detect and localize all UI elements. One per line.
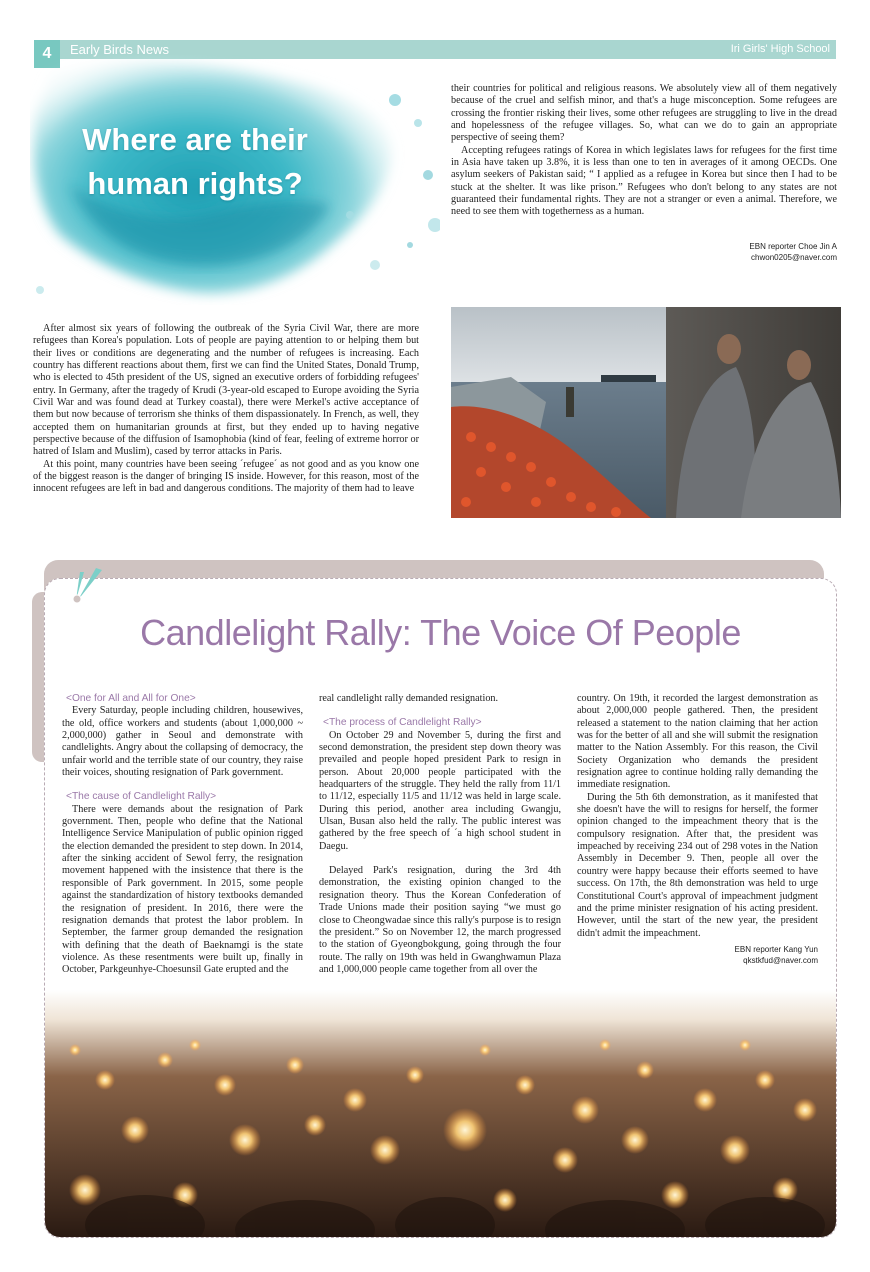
pin-marker-icon (66, 566, 106, 606)
paragraph: their countries for political and religious reasons. We absolutely view all of them negatively because of the cruel and selfish minor, and that's a huge misconception. Some refugees are crossing the frontier risking their lives, some other refugees are struggling to live in the dread and hopelessness of the refugee villages. So, what can we do to gain an appropriate perspective of seeing them? (451, 83, 837, 144)
school-name: Iri Girls' High School (730, 43, 830, 55)
headline-line-1: Where are their (82, 122, 308, 157)
section-heading: <The cause of Candlelight Rally> (66, 791, 217, 803)
rally-column-1 (62, 693, 303, 977)
newspaper-title: Early Birds News (70, 42, 169, 57)
article-column-left (33, 323, 419, 496)
section-heading: <One for All and All for One> (66, 693, 196, 704)
paragraph: Delayed Park's resignation, during the 3rd 4th demonstration, the existing opinion changed to the resignation theory. Thus the Korean Confederation of Trade Unions made their position saying “we must go close to Cheongwadae since this rally's purpose is to resign the president.” So on November 12, the march progressed to the station of Gyeongbokgung, going through the four route. The rally on 19th was held in Gwanghwamun Plaza and 1,000,000 people came together from all over the (319, 865, 561, 975)
paragraph: Accepting refugees ratings of Korea in which legislates laws for refugees for the first time in Asia have taken up 3.8%, it is less than one to ten in averages of it among OECDs. One asylum seekers of Pakistan said; “ I applied as a refugee in Korea but since then I had to be stuck at the shelter. It was like prison.” Refugees who don't belong to any states are not guaranteed their fundamental rights. They are not a stranger or even a animal. Therefore, we need to see them with togetherness as a human. (451, 144, 837, 218)
paragraph: During the 5th 6th demonstration, as it manifested that she doesn't have the will to resigns for herself, the former opinion changed to the impeachment theory that is the compulsory resignation. After that, the president was impeached by receiving 234 out of 298 votes in the Nation Assembly in December 9. Then, people all over the country were happy because their efforts seemed to have success. On 17th, the 8th demonstration was held to urge Constitutional Court's approval of impeachment judgment and the prime minister resignation of his acting president. However, until the start of the new year, the president didn't admit the impeachment. (577, 791, 818, 939)
article-headline (60, 118, 330, 206)
byline (600, 241, 837, 263)
paragraph: At this point, many countries have been seeing ´refugee´ as not good and as you know one of the biggest reason is the danger of bringing IS inside. However, for this reason, most of the innocent refugees are left in bad and dangerous conditions. The majority of them had to leave (33, 458, 419, 495)
reporter-name: EBN reporter Choe Jin A (749, 242, 837, 251)
article-column-top-right (451, 83, 837, 219)
section-heading: <The process of Candlelight Rally> (323, 717, 482, 729)
rally-column-3 (577, 693, 818, 966)
paragraph: On October 29 and November 5, during the first and second demonstration, the president step down theory was prevailed and people hoped president Park to resign in person. About 20,000 people participated with the headquarters of the struggle. They held the rally from 11/1 to 11/12, especially 11/5 and 11/12 was held in large scale. During this period, another area including Gwangju, Ulsan, Busan also held the rally. The public interest was gathered by the free speech of ´a high school student in Daegu. (319, 729, 561, 852)
page-number: 4 (34, 40, 60, 68)
paragraph: real candlelight rally demanded resignation. (319, 693, 499, 704)
reporter-email: qkstkfud@naver.com (743, 955, 818, 965)
candlelight-crowd-photo (45, 990, 836, 1237)
headline-line-2: human rights? (87, 166, 303, 201)
paragraph: There were demands about the resignation of Park government. Then, people who define that the National Intelligence Service Manipulation of public opinion rigged the election demanded the president to step down. In 2014, after the sinking accident of Sewol ferry, the resignation movement happened with the insistence that there is the responsible of Park government. In 2015, some people against the standardization of history textbooks demanded the resignation of president. In 2016, there were the resignation demands that protest the labor problem. In September, the farmer group demanded the resignation with defining that the death of Baeknamgi is the state violence. As these resentments were built up, finally in October, Parkgeunhye-Choesunsil Gate erupted and the (62, 803, 303, 976)
byline (577, 944, 818, 966)
refugee-photo (451, 307, 841, 518)
paragraph: country. On 19th, it recorded the largest demonstration as about 2,000,000 people gathered. Then, the president released a statement to the nation claiming that her action was for the better of all and she will submit the resignation matter to the Nation Assembly. For this reason, the Civil Society Organization who demands the president resignation agree to continue holding rally demanding the immediate resignation. (577, 693, 818, 791)
article-title: Candlelight Rally: The Voice Of People (140, 612, 741, 653)
paragraph: Every Saturday, people including children, housewives, the old, office workers and students (about 1,000,000 ~ 2,000,000) gather in Seoul and demonstrate with candlelights. Angry about the collapsing of democracy, the unfair world and the terrible state of our country, they raise their voices, shouting resignation of Park government. (62, 705, 303, 779)
rally-column-2 (319, 693, 561, 976)
reporter-name: EBN reporter Kang Yun (734, 944, 818, 954)
reporter-email: chwon0205@naver.com (751, 253, 837, 262)
paragraph: After almost six years of following the outbreak of the Syria Civil War, there are more refugees than Korea's population. Lots of people are paying attention to or helping them but their lives or conditions are degenerating and the number of refugees is increasing. Each country has different reactions about them, first we can find the United States, Donald Trump, who is elected to 45th president of the US, signed an executive orders of forbidding refugees' entry. In Germany, after the tragedy of Krudi (3-year-old escaped to Europe avoiding the Syria Civil War and was found dead at Turkey coastal), there were Merkel's active acceptance of them but now because of terrorism she thinks of them dispassionately. In French, as well, they accepted them on humanitarian grounds at first, but they ended up to having negative perspective because of the diffusion of Isamophobia (kind of fear, feeling of extreme horror or hatred of Islam and Muslim), cased by terror attacks in Paris. (33, 323, 419, 458)
